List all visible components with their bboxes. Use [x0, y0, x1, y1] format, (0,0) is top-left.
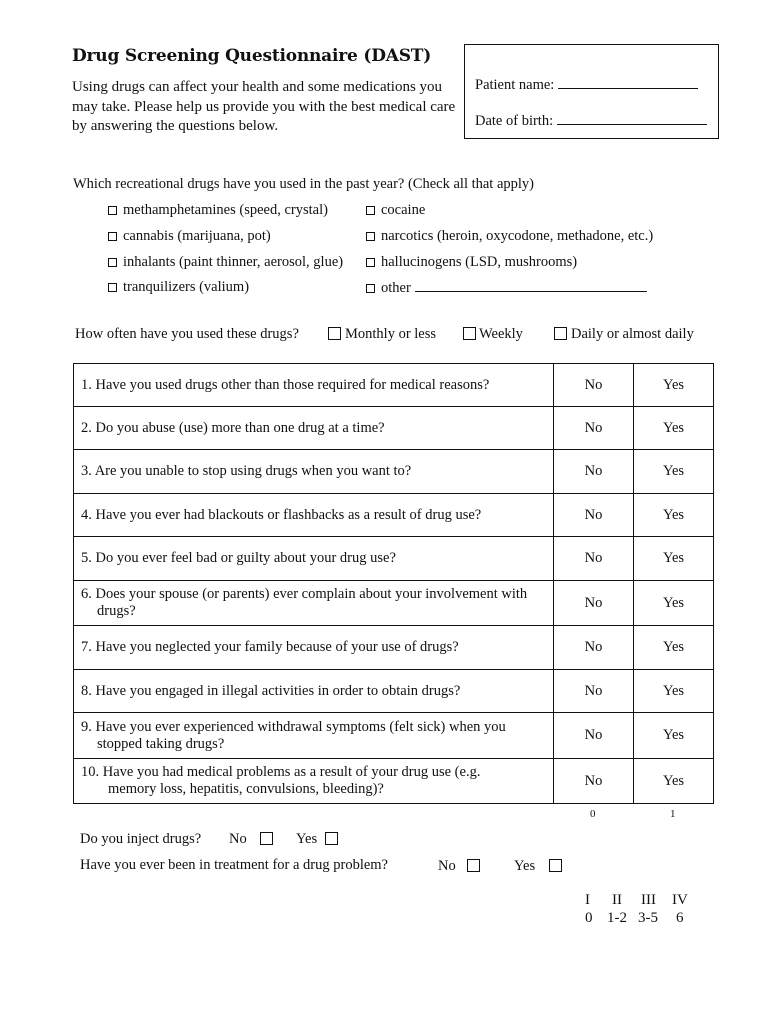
drugs-question: Which recreational drugs have you used in the past year? (Check all that apply)	[73, 176, 535, 192]
patient-info-box	[464, 44, 719, 139]
dast-questions-table	[73, 363, 714, 804]
frequency-option-monthly[interactable]: Monthly or less	[328, 326, 436, 343]
question-cell	[74, 450, 554, 494]
inject-question: Do you inject drugs?	[80, 831, 202, 847]
question-text-continued: drugs?	[97, 603, 136, 619]
other-drug-line[interactable]	[415, 279, 647, 292]
checkbox[interactable]	[328, 327, 341, 340]
question-text: 7. Have you neglected your family because of your use of drugs?	[81, 639, 459, 655]
drug-option-methamphetamines[interactable]: methamphetamines (speed, crystal)	[108, 202, 328, 219]
inject-no-option[interactable]: No	[229, 831, 273, 848]
answer-no-cell[interactable]: No	[554, 626, 634, 670]
page-title: Drug Screening Questionnaire (DAST)	[72, 46, 432, 66]
scoring-level: I	[585, 892, 590, 908]
question-text: 3. Are you unable to stop using drugs when you want to?	[81, 463, 412, 479]
table-row	[74, 759, 714, 804]
table-row	[74, 626, 714, 670]
drug-option-narcotics[interactable]: narcotics (heroin, oxycodone, methadone, etc.)	[366, 228, 653, 245]
question-cell	[74, 670, 554, 713]
table-row	[74, 364, 714, 407]
answer-no-cell[interactable]: No	[554, 713, 634, 759]
scoring-level: IV	[672, 892, 688, 908]
answer-yes-cell[interactable]: Yes	[634, 450, 714, 494]
question-text: 8. Have you engaged in illegal activities in order to obtain drugs?	[81, 682, 461, 699]
answer-no-cell[interactable]: No	[554, 759, 634, 804]
answer-yes-cell[interactable]: Yes	[634, 713, 714, 759]
table-row	[74, 670, 714, 713]
question-cell	[74, 494, 554, 537]
question-text: 10. Have you had medical problems as a result of your drug use (e.g.	[81, 764, 481, 780]
answer-yes-cell[interactable]: Yes	[634, 759, 714, 804]
drug-option-cannabis[interactable]: cannabis (marijuana, pot)	[108, 228, 271, 245]
answer-yes-cell[interactable]: Yes	[634, 670, 714, 713]
question-text: 2. Do you abuse (use) more than one drug at a time?	[81, 419, 385, 436]
scoring-range: 3-5	[638, 910, 658, 926]
patient-name-line[interactable]	[558, 76, 698, 89]
answer-no-cell[interactable]: No	[554, 364, 634, 407]
frequency-option-weekly[interactable]: Weekly	[463, 326, 523, 343]
question-text: 6. Does your spouse (or parents) ever complain about your involvement with	[81, 586, 528, 602]
answer-yes-cell[interactable]: Yes	[634, 581, 714, 626]
checkbox[interactable]	[366, 206, 375, 215]
date-of-birth-line[interactable]	[557, 112, 707, 125]
intro-text: Using drugs can affect your health and some medications you may take. Please help us provide you with the best medical care by answering the questions below.	[72, 79, 456, 134]
question-cell	[74, 713, 554, 759]
table-row	[74, 537, 714, 581]
treatment-no-option[interactable]: No	[438, 858, 480, 875]
answer-no-cell[interactable]: No	[554, 670, 634, 713]
checkbox[interactable]	[549, 859, 562, 872]
score-no-value: 0	[590, 808, 596, 820]
question-text: 9. Have you ever experienced withdrawal symptoms (felt sick) when you	[81, 718, 506, 735]
patient-name-field[interactable]	[475, 76, 698, 94]
date-of-birth-label: Date of birth:	[475, 113, 554, 129]
checkbox[interactable]	[325, 832, 338, 845]
score-yes-value: 1	[670, 808, 676, 820]
checkbox[interactable]	[554, 327, 567, 340]
answer-no-cell[interactable]: No	[554, 494, 634, 537]
treatment-question: Have you ever been in treatment for a drug problem?	[80, 857, 388, 873]
scoring-range: 1-2	[607, 910, 627, 926]
question-text-continued: memory loss, hepatitis, convulsions, bleeding)?	[108, 781, 384, 797]
table-row	[74, 407, 714, 450]
scoring-level: III	[641, 892, 656, 908]
checkbox[interactable]	[467, 859, 480, 872]
answer-yes-cell[interactable]: Yes	[634, 407, 714, 450]
drug-option-other[interactable]: other	[366, 279, 647, 297]
question-text: 5. Do you ever feel bad or guilty about your drug use?	[81, 550, 396, 566]
table-row	[74, 581, 714, 626]
question-cell	[74, 364, 554, 407]
answer-no-cell[interactable]: No	[554, 407, 634, 450]
checkbox[interactable]	[108, 232, 117, 241]
drug-option-tranquilizers[interactable]: tranquilizers (valium)	[108, 279, 249, 296]
question-cell	[74, 407, 554, 450]
checkbox[interactable]	[463, 327, 476, 340]
frequency-option-daily[interactable]: Daily or almost daily	[554, 326, 694, 343]
drug-option-inhalants[interactable]: inhalants (paint thinner, aerosol, glue)	[108, 254, 343, 271]
answer-yes-cell[interactable]: Yes	[634, 494, 714, 537]
answer-yes-cell[interactable]: Yes	[634, 537, 714, 581]
checkbox[interactable]	[366, 232, 375, 241]
table-row	[74, 450, 714, 494]
scoring-level: II	[612, 892, 622, 908]
checkbox[interactable]	[366, 258, 375, 267]
question-text-continued: stopped taking drugs?	[97, 735, 225, 752]
answer-no-cell[interactable]: No	[554, 581, 634, 626]
checkbox[interactable]	[108, 258, 117, 267]
table-row	[74, 494, 714, 537]
answer-yes-cell[interactable]: Yes	[634, 626, 714, 670]
patient-name-label: Patient name:	[475, 77, 555, 93]
question-cell	[74, 626, 554, 670]
answer-no-cell[interactable]: No	[554, 450, 634, 494]
checkbox[interactable]	[108, 283, 117, 292]
question-text: 1. Have you used drugs other than those required for medical reasons?	[81, 376, 490, 393]
checkbox[interactable]	[108, 206, 117, 215]
scoring-range: 6	[676, 910, 684, 926]
frequency-question: How often have you used these drugs?	[75, 326, 299, 342]
checkbox[interactable]	[260, 832, 273, 845]
answer-no-cell[interactable]: No	[554, 537, 634, 581]
answer-yes-cell[interactable]: Yes	[634, 364, 714, 407]
question-text: 4. Have you ever had blackouts or flashbacks as a result of drug use?	[81, 506, 482, 523]
drug-option-hallucinogens[interactable]: hallucinogens (LSD, mushrooms)	[366, 254, 577, 271]
checkbox[interactable]	[366, 284, 375, 293]
treatment-yes-option[interactable]: Yes	[514, 858, 562, 875]
question-cell	[74, 537, 554, 581]
date-of-birth-field[interactable]	[475, 112, 707, 130]
question-cell	[74, 581, 554, 626]
scoring-range: 0	[585, 910, 593, 926]
question-cell	[74, 759, 554, 804]
inject-yes-option[interactable]: Yes	[296, 831, 338, 848]
table-row	[74, 713, 714, 759]
drug-option-cocaine[interactable]: cocaine	[366, 202, 425, 219]
